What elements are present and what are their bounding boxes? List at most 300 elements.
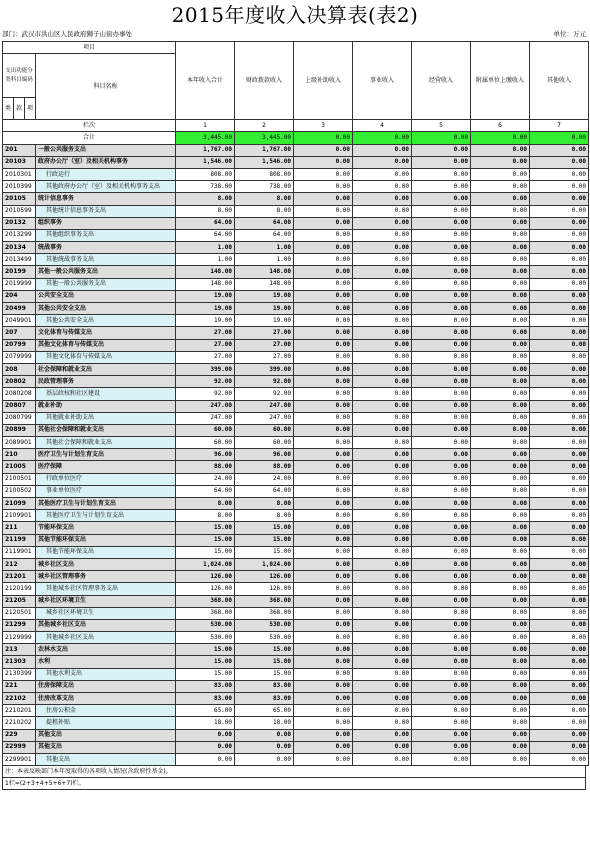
row-name: 其他医疗卫生与计划生育支出 (36, 498, 176, 510)
row-value: 0.00 (353, 229, 412, 241)
table-row (3, 181, 589, 193)
col-number: 5 (412, 120, 471, 132)
row-value: 0.00 (530, 473, 589, 485)
row-value: 0.00 (471, 461, 530, 473)
row-value: 0.00 (471, 303, 530, 315)
row-value: 0.00 (294, 376, 353, 388)
row-value: 0.00 (471, 705, 530, 717)
row-value: 0.00 (294, 193, 353, 205)
row-value: 24.00 (176, 473, 235, 485)
lanci-label: 栏次 (3, 120, 176, 132)
row-value: 1,024.00 (235, 558, 294, 570)
row-value: 0.00 (530, 729, 589, 741)
row-value: 0.00 (412, 242, 471, 254)
row-value: 18.00 (235, 717, 294, 729)
row-value: 0.00 (353, 168, 412, 180)
col-header: 本年收入合计 (176, 42, 235, 120)
total-cell: 0.00 (471, 132, 530, 144)
row-value: 0.00 (294, 303, 353, 315)
table-row (3, 595, 589, 607)
row-value: 0.00 (412, 254, 471, 266)
row-value: 0.00 (412, 632, 471, 644)
row-value: 1,546.00 (176, 156, 235, 168)
row-value: 0.00 (530, 412, 589, 424)
row-value: 368.00 (176, 607, 235, 619)
row-value: 0.00 (294, 510, 353, 522)
row-value: 0.00 (294, 181, 353, 193)
row-code: 21303 (3, 656, 36, 668)
row-value: 0.00 (294, 558, 353, 570)
row-value: 0.00 (353, 193, 412, 205)
row-code: 2109901 (3, 510, 36, 522)
row-value: 0.00 (412, 205, 471, 217)
row-value: 8.00 (235, 205, 294, 217)
row-value: 0.00 (471, 242, 530, 254)
row-value: 0.00 (530, 656, 589, 668)
row-name: 其他城乡社区支出 (36, 619, 176, 631)
row-code: 21199 (3, 534, 36, 546)
row-value: 0.00 (412, 717, 471, 729)
row-value: 0.00 (353, 181, 412, 193)
row-value: 0.00 (530, 144, 589, 156)
row-value: 0.00 (530, 254, 589, 266)
row-name: 节能环保支出 (36, 522, 176, 534)
row-value: 0.00 (471, 546, 530, 558)
table-row (3, 388, 589, 400)
row-value: 738.00 (235, 181, 294, 193)
row-value: 1.00 (176, 254, 235, 266)
row-code: 21099 (3, 498, 36, 510)
col-number: 7 (530, 120, 589, 132)
row-name: 文化体育与传媒支出 (36, 327, 176, 339)
row-value: 0.00 (353, 242, 412, 254)
row-value: 1,767.00 (176, 144, 235, 156)
row-value: 126.00 (235, 571, 294, 583)
row-value: 19.00 (176, 303, 235, 315)
row-value: 0.00 (353, 753, 412, 765)
row-value: 0.00 (412, 339, 471, 351)
row-value: 0.00 (530, 205, 589, 217)
row-value: 0.00 (471, 680, 530, 692)
row-name: 其他支出 (36, 741, 176, 753)
unit-label: 单位：万元 (553, 30, 586, 38)
row-value: 247.00 (176, 400, 235, 412)
row-value: 1.00 (176, 242, 235, 254)
header-name: 科目名称 (36, 54, 176, 120)
row-name: 民政管理事务 (36, 376, 176, 388)
table-row (3, 363, 589, 375)
row-value: 399.00 (235, 363, 294, 375)
row-value: 64.00 (235, 229, 294, 241)
row-value: 0.00 (294, 571, 353, 583)
row-name: 公共安全支出 (36, 290, 176, 302)
row-value: 0.00 (353, 644, 412, 656)
row-value: 0.00 (412, 498, 471, 510)
row-value: 0.00 (294, 534, 353, 546)
table-row (3, 278, 589, 290)
row-value: 0.00 (412, 607, 471, 619)
col-number: 1 (176, 120, 235, 132)
table-row (3, 242, 589, 254)
row-value: 0.00 (412, 388, 471, 400)
row-value: 0.00 (471, 254, 530, 266)
row-name: 其他节能环保支出 (36, 534, 176, 546)
row-value: 0.00 (294, 461, 353, 473)
row-value: 0.00 (471, 339, 530, 351)
row-value: 247.00 (235, 400, 294, 412)
row-code: 2013299 (3, 229, 36, 241)
row-name: 行政单位医疗 (36, 473, 176, 485)
row-value: 0.00 (353, 498, 412, 510)
row-value: 0.00 (353, 156, 412, 168)
table-row (3, 144, 589, 156)
row-value: 0.00 (471, 205, 530, 217)
row-value: 126.00 (176, 583, 235, 595)
row-code: 20799 (3, 339, 36, 351)
row-value: 0.00 (353, 254, 412, 266)
row-value: 88.00 (235, 461, 294, 473)
header-lei: 类 (3, 98, 14, 120)
row-name: 住房改革支出 (36, 693, 176, 705)
table-row (3, 437, 589, 449)
row-value: 0.00 (294, 717, 353, 729)
table-row (3, 571, 589, 583)
row-value: 247.00 (235, 412, 294, 424)
table-row (3, 485, 589, 497)
row-value: 0.00 (530, 351, 589, 363)
table-row (3, 315, 589, 327)
row-value: 0.00 (471, 632, 530, 644)
row-code: 20105 (3, 193, 36, 205)
row-value: 0.00 (353, 388, 412, 400)
row-value: 0.00 (412, 168, 471, 180)
row-value: 808.00 (176, 168, 235, 180)
row-value: 0.00 (530, 741, 589, 753)
row-value: 0.00 (412, 534, 471, 546)
row-value: 0.00 (471, 668, 530, 680)
income-table (2, 41, 589, 766)
row-value: 0.00 (471, 522, 530, 534)
row-code: 2100501 (3, 473, 36, 485)
row-value: 83.00 (235, 680, 294, 692)
row-name: 其他城乡社区支出 (36, 632, 176, 644)
row-code: 20199 (3, 266, 36, 278)
row-value: 0.00 (471, 498, 530, 510)
row-code: 2019999 (3, 278, 36, 290)
row-value: 0.00 (294, 412, 353, 424)
row-code: 2010301 (3, 168, 36, 180)
col-header: 附属单位上缴收入 (471, 42, 530, 120)
row-value: 0.00 (412, 644, 471, 656)
row-value: 0.00 (412, 266, 471, 278)
row-value: 19.00 (176, 315, 235, 327)
row-value: 0.00 (412, 680, 471, 692)
row-code: 2080208 (3, 388, 36, 400)
row-value: 0.00 (294, 619, 353, 631)
row-value: 0.00 (412, 461, 471, 473)
row-name: 医疗卫生与计划生育支出 (36, 449, 176, 461)
row-value: 0.00 (530, 327, 589, 339)
row-name: 其他组织事务支出 (36, 229, 176, 241)
row-value: 64.00 (235, 217, 294, 229)
row-value: 0.00 (294, 632, 353, 644)
table-row (3, 266, 589, 278)
row-value: 64.00 (235, 485, 294, 497)
row-value: 0.00 (294, 644, 353, 656)
row-value: 0.00 (294, 473, 353, 485)
row-value: 148.00 (176, 278, 235, 290)
table-row (3, 473, 589, 485)
row-value: 0.00 (353, 376, 412, 388)
row-value: 0.00 (412, 193, 471, 205)
row-value: 530.00 (176, 632, 235, 644)
total-cell: 3,445.00 (235, 132, 294, 144)
row-value: 83.00 (176, 680, 235, 692)
row-value: 0.00 (294, 583, 353, 595)
row-name: 其他公共安全支出 (36, 315, 176, 327)
row-name: 统计信息事务 (36, 193, 176, 205)
row-value: 0.00 (412, 327, 471, 339)
table-row (3, 644, 589, 656)
col-header: 财政拨款收入 (235, 42, 294, 120)
row-value: 0.00 (353, 278, 412, 290)
row-name: 其他支出 (36, 729, 176, 741)
row-value: 148.00 (176, 266, 235, 278)
col-header: 事业收入 (353, 42, 412, 120)
row-value: 1,767.00 (235, 144, 294, 156)
table-row (3, 168, 589, 180)
row-value: 0.00 (412, 510, 471, 522)
row-code: 2129999 (3, 632, 36, 644)
row-value: 0.00 (294, 217, 353, 229)
row-value: 1.00 (235, 254, 294, 266)
row-name: 其他统战事务支出 (36, 254, 176, 266)
row-name: 住房保障支出 (36, 680, 176, 692)
row-value: 64.00 (176, 229, 235, 241)
row-value: 15.00 (176, 656, 235, 668)
row-value: 27.00 (176, 351, 235, 363)
row-value: 19.00 (235, 303, 294, 315)
row-value: 1,546.00 (235, 156, 294, 168)
row-value: 0.00 (530, 388, 589, 400)
table-row (3, 449, 589, 461)
row-value: 399.00 (176, 363, 235, 375)
row-value: 0.00 (471, 144, 530, 156)
row-code: 21201 (3, 571, 36, 583)
header-kuan: 款 (14, 98, 25, 120)
row-value: 0.00 (294, 290, 353, 302)
row-value: 0.00 (294, 363, 353, 375)
row-value: 0.00 (412, 217, 471, 229)
row-value: 0.00 (530, 363, 589, 375)
row-value: 0.00 (412, 595, 471, 607)
col-header: 上级补助收入 (294, 42, 353, 120)
row-value: 0.00 (353, 303, 412, 315)
row-code: 2100502 (3, 485, 36, 497)
row-code: 20103 (3, 156, 36, 168)
row-value: 0.00 (530, 315, 589, 327)
table-row (3, 668, 589, 680)
row-value: 0.00 (530, 400, 589, 412)
row-value: 0.00 (294, 388, 353, 400)
row-value: 0.00 (176, 729, 235, 741)
row-value: 0.00 (294, 607, 353, 619)
row-value: 0.00 (530, 498, 589, 510)
row-value: 0.00 (353, 607, 412, 619)
row-value: 0.00 (530, 461, 589, 473)
row-value: 368.00 (235, 607, 294, 619)
row-value: 65.00 (176, 705, 235, 717)
row-value: 530.00 (176, 619, 235, 631)
row-name: 提租补贴 (36, 717, 176, 729)
row-code: 2089901 (3, 437, 36, 449)
row-value: 0.00 (471, 558, 530, 570)
row-value: 0.00 (471, 485, 530, 497)
row-value: 0.00 (530, 534, 589, 546)
row-value: 0.00 (530, 522, 589, 534)
table-row (3, 705, 589, 717)
row-value: 1.00 (235, 242, 294, 254)
row-value: 0.00 (530, 753, 589, 765)
row-value: 0.00 (471, 315, 530, 327)
row-value: 60.00 (235, 437, 294, 449)
total-cell: 0.00 (294, 132, 353, 144)
row-value: 0.00 (412, 571, 471, 583)
table-row (3, 156, 589, 168)
row-value: 92.00 (176, 376, 235, 388)
row-code: 20899 (3, 424, 36, 436)
row-name: 基层政权和社区建设 (36, 388, 176, 400)
row-value: 0.00 (530, 510, 589, 522)
row-value: 0.00 (530, 607, 589, 619)
row-value: 0.00 (471, 217, 530, 229)
row-value: 0.00 (471, 193, 530, 205)
row-name: 城乡社区管理事务 (36, 571, 176, 583)
row-value: 0.00 (530, 705, 589, 717)
col-header: 经营收入 (412, 42, 471, 120)
row-value: 0.00 (294, 449, 353, 461)
table-row (3, 498, 589, 510)
row-value: 0.00 (294, 144, 353, 156)
row-value: 0.00 (412, 144, 471, 156)
table-row (3, 619, 589, 631)
row-value: 0.00 (412, 449, 471, 461)
row-value: 0.00 (353, 327, 412, 339)
row-name: 其他政府办公厅（室）及相关机构事务支出 (36, 181, 176, 193)
row-value: 0.00 (530, 339, 589, 351)
row-name: 行政运行 (36, 168, 176, 180)
row-value: 0.00 (530, 376, 589, 388)
row-code: 2119901 (3, 546, 36, 558)
row-code: 2013499 (3, 254, 36, 266)
row-value: 0.00 (353, 266, 412, 278)
total-cell: 0.00 (412, 132, 471, 144)
row-value: 0.00 (530, 437, 589, 449)
row-value: 0.00 (294, 266, 353, 278)
row-value: 0.00 (353, 339, 412, 351)
row-value: 0.00 (471, 290, 530, 302)
row-value: 0.00 (294, 522, 353, 534)
row-value: 530.00 (235, 632, 294, 644)
row-name: 就业补助 (36, 400, 176, 412)
row-value: 0.00 (294, 168, 353, 180)
meta-line (2, 29, 586, 40)
row-name: 政府办公厅（室）及相关机构事务 (36, 156, 176, 168)
row-name: 农林水支出 (36, 644, 176, 656)
row-value: 0.00 (471, 363, 530, 375)
table-row (3, 339, 589, 351)
row-value: 0.00 (353, 705, 412, 717)
row-value: 27.00 (176, 339, 235, 351)
row-value: 15.00 (235, 656, 294, 668)
row-value: 0.00 (471, 229, 530, 241)
row-value: 0.00 (294, 753, 353, 765)
row-value: 0.00 (294, 485, 353, 497)
row-value: 0.00 (530, 266, 589, 278)
row-value: 0.00 (353, 680, 412, 692)
row-value: 0.00 (471, 156, 530, 168)
row-value: 126.00 (235, 583, 294, 595)
row-value: 0.00 (471, 656, 530, 668)
row-value: 0.00 (530, 619, 589, 631)
row-value: 0.00 (530, 217, 589, 229)
row-value: 0.00 (294, 668, 353, 680)
total-cell: 0.00 (530, 132, 589, 144)
row-name: 其他文化体育与传媒支出 (36, 351, 176, 363)
row-value: 60.00 (176, 437, 235, 449)
row-value: 0.00 (412, 619, 471, 631)
row-code: 20134 (3, 242, 36, 254)
row-code: 20132 (3, 217, 36, 229)
row-value: 96.00 (176, 449, 235, 461)
row-value: 15.00 (176, 534, 235, 546)
row-value: 0.00 (294, 351, 353, 363)
row-name: 其他一般公共服务支出 (36, 266, 176, 278)
row-name: 社会保障和就业支出 (36, 363, 176, 375)
table-row (3, 656, 589, 668)
row-name: 住房公积金 (36, 705, 176, 717)
col-number: 4 (353, 120, 412, 132)
row-value: 0.00 (412, 315, 471, 327)
row-value: 0.00 (353, 741, 412, 753)
row-value: 0.00 (353, 461, 412, 473)
table-row (3, 729, 589, 741)
row-value: 0.00 (412, 656, 471, 668)
row-value: 96.00 (235, 449, 294, 461)
row-name: 其他医疗卫生与计划生育支出 (36, 510, 176, 522)
row-value: 0.00 (353, 363, 412, 375)
row-name: 城乡社区环境卫生 (36, 607, 176, 619)
row-value: 368.00 (176, 595, 235, 607)
row-value: 0.00 (530, 485, 589, 497)
row-code: 208 (3, 363, 36, 375)
row-value: 0.00 (353, 619, 412, 631)
row-value: 0.00 (294, 242, 353, 254)
row-code: 2210202 (3, 717, 36, 729)
row-value: 0.00 (353, 571, 412, 583)
row-code: 21005 (3, 461, 36, 473)
table-row (3, 424, 589, 436)
row-name: 其他城乡社区管理事务支出 (36, 583, 176, 595)
row-value: 0.00 (353, 668, 412, 680)
row-value: 0.00 (353, 632, 412, 644)
table-row (3, 558, 589, 570)
row-name: 其他一般公共服务支出 (36, 278, 176, 290)
row-value: 1,024.00 (176, 558, 235, 570)
row-value: 8.00 (235, 193, 294, 205)
row-value: 60.00 (176, 424, 235, 436)
row-value: 65.00 (235, 705, 294, 717)
